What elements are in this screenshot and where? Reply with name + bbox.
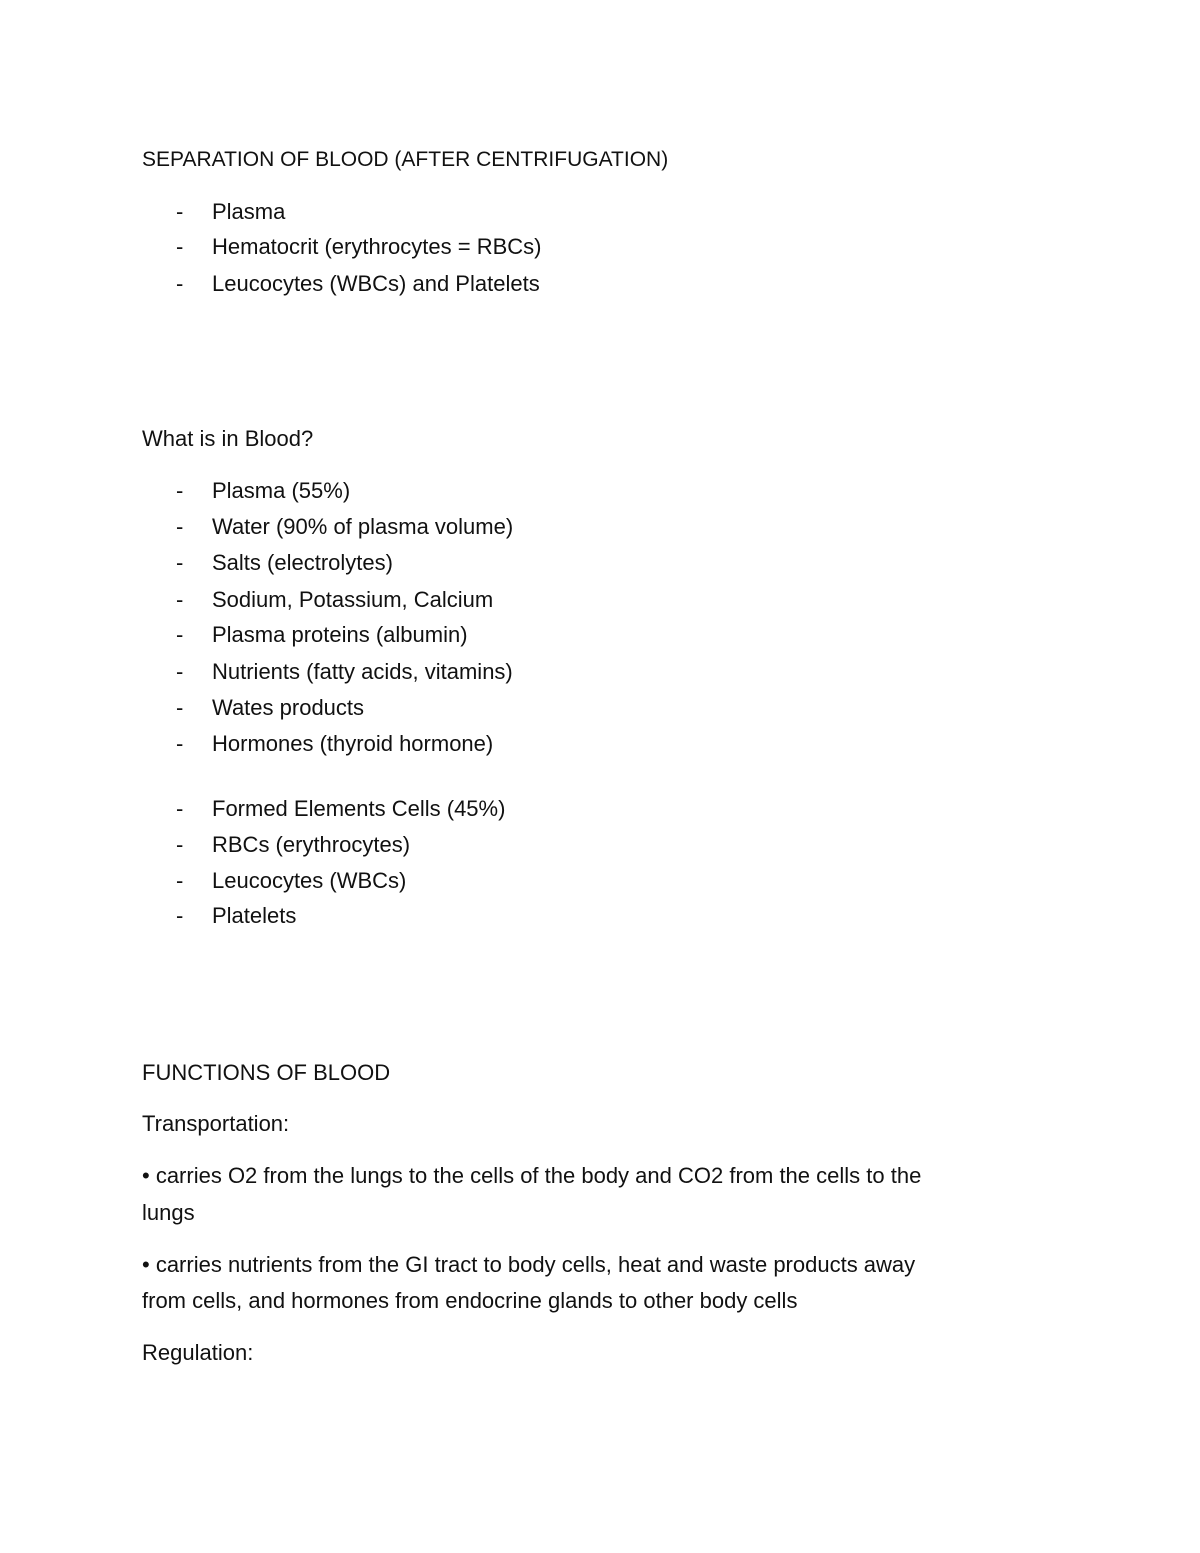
dash: - (176, 903, 184, 928)
list-item-text: Plasma proteins (albumin) (212, 622, 468, 647)
list-item-text: RBCs (erythrocytes) (212, 832, 411, 857)
list-item-text: Wates products (212, 695, 365, 720)
dash: - (176, 868, 184, 893)
section-heading: What is in Blood? (142, 426, 314, 451)
dash: - (176, 550, 184, 575)
dash: - (176, 622, 184, 647)
list-item-text: Formed Elements Cells (45%) (212, 796, 506, 821)
subheading-transportation: Transportation: (142, 1111, 290, 1136)
dash: - (176, 514, 184, 539)
list-item-text: Platelets (212, 903, 297, 928)
paragraph-line: • carries nutrients from the GI tract to body cells, heat and waste products away (142, 1252, 916, 1277)
list-item-text: Hematocrit (erythrocytes = RBCs) (212, 234, 542, 259)
dash: - (176, 731, 184, 756)
list-item-text: Leucocytes (WBCs) and Platelets (212, 271, 540, 296)
list-item-text: Salts (electrolytes) (212, 550, 393, 575)
dash: - (176, 695, 184, 720)
section-heading: SEPARATION OF BLOOD (AFTER CENTRIFUGATION) (142, 148, 669, 171)
list-item-text: Plasma (212, 199, 286, 224)
list-item-text: Sodium, Potassium, Calcium (212, 587, 494, 612)
dash: - (176, 199, 184, 224)
dash: - (176, 478, 184, 503)
dash: - (176, 587, 184, 612)
paragraph-line: lungs (142, 1200, 195, 1225)
dash: - (176, 832, 184, 857)
dash: - (176, 234, 184, 259)
paragraph-line: • carries O2 from the lungs to the cells of the body and CO2 from the cells to the (142, 1163, 922, 1188)
dash: - (176, 796, 184, 821)
list-item-text: Plasma (55%) (212, 478, 351, 503)
dash: - (176, 659, 184, 684)
list-item-text: Water (90% of plasma volume) (212, 514, 514, 539)
list-item-text: Nutrients (fatty acids, vitamins) (212, 659, 513, 684)
list-item-text: Hormones (thyroid hormone) (212, 731, 494, 756)
paragraph-line: from cells, and hormones from endocrine glands to other body cells (142, 1288, 798, 1313)
dash: - (176, 271, 184, 296)
section-heading: FUNCTIONS OF BLOOD (142, 1060, 391, 1085)
subheading-regulation: Regulation: (142, 1340, 254, 1365)
list-item-text: Leucocytes (WBCs) (212, 868, 407, 893)
